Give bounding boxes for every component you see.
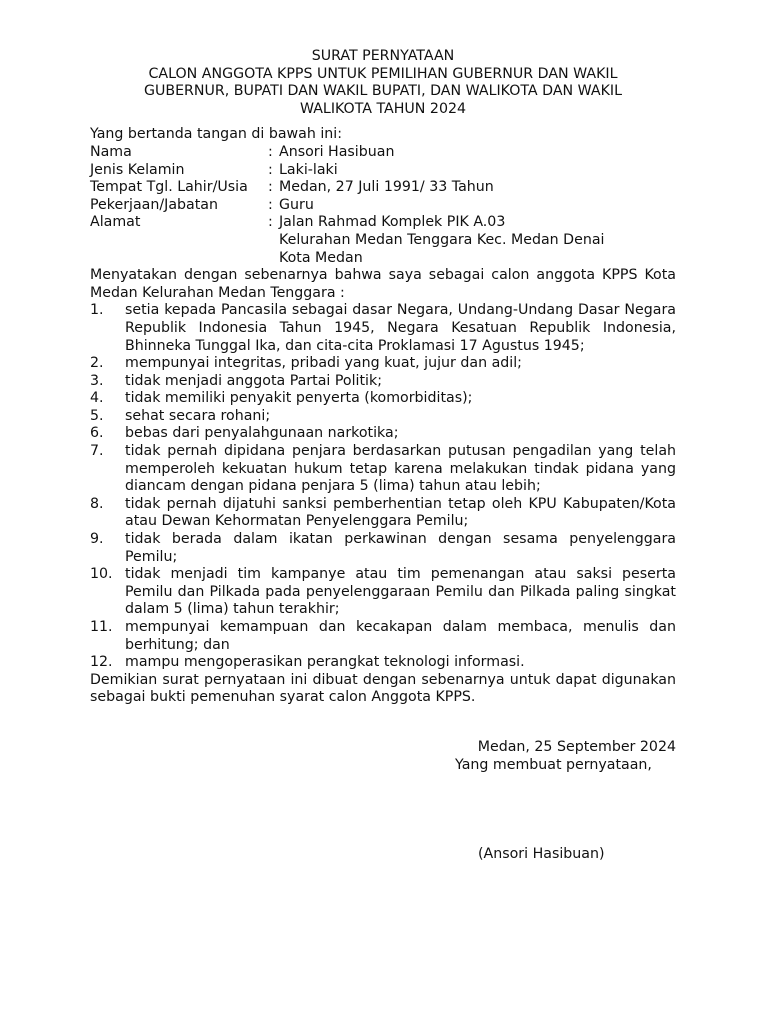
- list-text: mempunyai kemampuan dan kecakapan dalam membaca, menulis dan berhitung; dan: [125, 619, 676, 653]
- list-text: mempunyai integritas, pribadi yang kuat, jujur dan adil;: [125, 355, 522, 372]
- signature-maker-label: Yang membuat pernyataan,: [455, 757, 652, 773]
- list-item: [90, 619, 676, 654]
- field-value: Medan, 27 Juli 1991/ 33 Tahun: [279, 179, 494, 196]
- list-text: mampu mengoperasikan perangkat teknologi informasi.: [125, 654, 525, 671]
- closing-text: Demikian surat pernyataan ini dibuat dengan sebenarnya untuk dapat digunakan sebagai bukti pemenuhan syarat calon Anggota KPPS.: [90, 671, 676, 706]
- list-text: tidak menjadi anggota Partai Politik;: [125, 372, 382, 389]
- field-tempat-tgl-lahir: [90, 179, 676, 197]
- address-line-2: Kelurahan Medan Tenggara Kec. Medan Denai: [279, 231, 605, 248]
- list-number: 8.: [90, 495, 104, 512]
- list-item: [90, 355, 676, 373]
- field-colon: :: [268, 214, 273, 231]
- field-alamat: [90, 214, 676, 232]
- document-title: [90, 48, 676, 118]
- list-number: 10.: [90, 566, 113, 583]
- list-item: [90, 390, 676, 408]
- list-item: [90, 443, 676, 496]
- field-jenis-kelamin: [90, 162, 676, 180]
- list-item: [90, 373, 676, 391]
- field-label: Alamat: [90, 214, 141, 231]
- field-value: Ansori Hasibuan: [279, 143, 395, 160]
- intro-text: Yang bertanda tangan di bawah ini:: [90, 126, 342, 143]
- list-number: 2.: [90, 355, 104, 372]
- list-text: bebas dari penyalahgunaan narkotika;: [125, 425, 399, 442]
- title-line-1: SURAT PERNYATAAN: [311, 48, 455, 64]
- field-colon: :: [268, 179, 273, 196]
- field-value: Laki-laki: [279, 161, 338, 178]
- list-number: 9.: [90, 531, 104, 548]
- field-label: Nama: [90, 143, 132, 160]
- field-label: Jenis Kelamin: [90, 161, 185, 178]
- document-page: [90, 48, 676, 707]
- list-item: [90, 566, 676, 619]
- list-text: tidak menjadi tim kampanye atau tim pemenangan atau saksi peserta Pemilu dan Pilkada pada penyelenggaraan Pemilu dan Pilkada paling singkat dalam 5 (lima) tahun terakhir;: [125, 566, 676, 618]
- list-text: tidak pernah dijatuhi sanksi pemberhentian tetap oleh KPU Kabupaten/Kota atau Dewan Kehormatan Penyelenggara Pemilu;: [125, 495, 676, 530]
- list-item: [90, 425, 676, 443]
- list-item: [90, 531, 676, 566]
- field-label: Pekerjaan/Jabatan: [90, 196, 218, 213]
- list-number: 1.: [90, 302, 104, 319]
- list-text: tidak berada dalam ikatan perkawinan dengan sesama penyelenggara Pemilu;: [125, 531, 676, 565]
- list-text: tidak pernah dipidana penjara berdasarkan putusan pengadilan yang telah memperoleh kekuatan hukum tetap karena melakukan tindak pidana yang diancam dengan pidana penjara 5 (lima) tahun atau lebih;: [125, 443, 676, 495]
- list-text: tidak memiliki penyakit penyerta (komorbiditas);: [125, 390, 473, 407]
- title-line-4: WALIKOTA TAHUN 2024: [299, 100, 467, 117]
- field-colon: :: [268, 161, 273, 178]
- list-number: 11.: [90, 619, 113, 635]
- title-line-2: CALON ANGGOTA KPPS UNTUK PEMILIHAN GUBERNUR DAN WAKIL: [148, 65, 618, 82]
- title-line-3: GUBERNUR, BUPATI DAN WAKIL BUPATI, DAN WALIKOTA DAN WAKIL: [143, 83, 622, 100]
- field-colon: :: [268, 143, 273, 160]
- list-number: 6.: [90, 425, 104, 442]
- field-label: Tempat Tgl. Lahir/Usia: [90, 179, 248, 196]
- field-pekerjaan: [90, 197, 676, 215]
- list-number: 7.: [90, 443, 104, 460]
- list-text: setia kepada Pancasila sebagai dasar Negara, Undang-Undang Dasar Negara Republik Indonesia Tahun 1945, Negara Kesatuan Republik Indonesia, Bhinneka Tunggal Ika, dan cita-cita Proklamasi 17 Agustus 1945;: [125, 302, 676, 354]
- list-number: 12.: [90, 654, 113, 671]
- field-colon: :: [268, 196, 273, 213]
- list-number: 5.: [90, 407, 104, 424]
- list-item: [90, 654, 676, 672]
- list-item: [90, 302, 676, 355]
- field-nama: [90, 144, 676, 162]
- signature-place-date: Medan, 25 September 2024: [477, 739, 676, 755]
- requirements-list: [90, 302, 676, 671]
- address-line-3: Kota Medan: [279, 249, 363, 266]
- list-text: sehat secara rohani;: [125, 407, 271, 424]
- statement-text: Menyatakan dengan sebenarnya bahwa saya sebagai calon anggota KPPS Kota Medan Kelurahan Medan Tenggara :: [90, 267, 676, 301]
- list-number: 4.: [90, 390, 104, 407]
- list-item: [90, 496, 676, 531]
- field-value: Guru: [279, 196, 314, 213]
- signature-name: (Ansori Hasibuan): [478, 846, 605, 862]
- field-value: Jalan Rahmad Komplek PIK A.03: [279, 214, 506, 231]
- list-number: 3.: [90, 372, 104, 389]
- list-item: [90, 408, 676, 426]
